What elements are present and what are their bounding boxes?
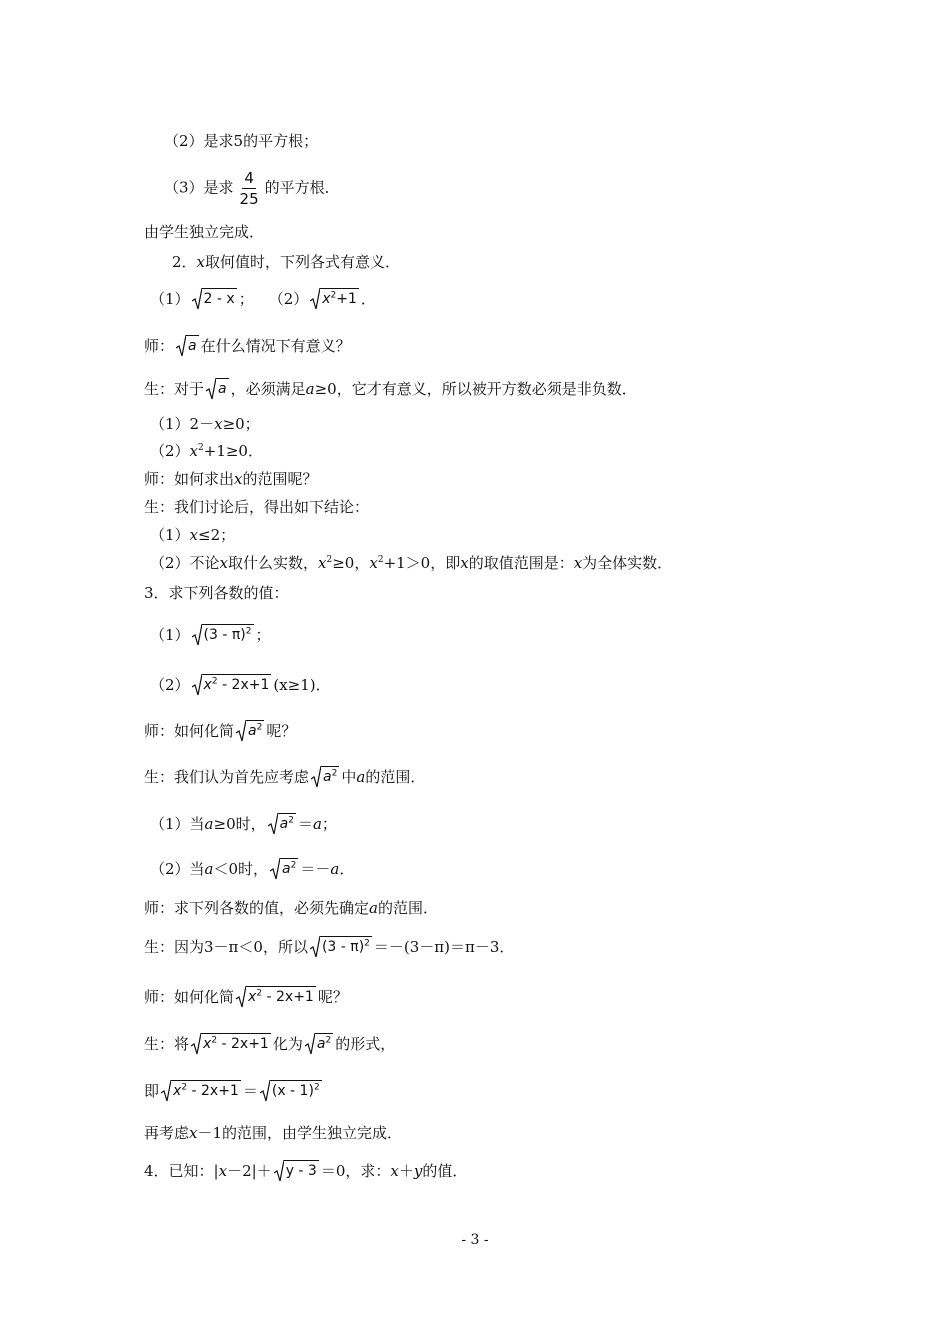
sqrt-expr: (x - 1)$^2$ xyxy=(260,1080,322,1102)
line-7: 生：对于 a ，必须满足a≥0，它才有意义，所以被开方数必须是非负数． xyxy=(144,380,637,398)
line-18: 生：我们认为首先应考虑 $a^2$ 中a的范围． xyxy=(144,768,426,786)
line-6: 师： a 在什么情况下有意义？ xyxy=(144,337,351,355)
line-15: （1） (3 - π)$^2$ ； xyxy=(150,626,271,644)
sqrt-expr: $x^2+1$ xyxy=(310,288,359,310)
line-9: $(2)x^2+1\ge 0$． xyxy=(150,442,263,460)
line-24: 生：将 $x^2 - 2x+1$ 化为 $a^2$ 的形式， xyxy=(144,1035,396,1053)
line-19: （1）当a≥0时， $a^2$ ＝a； xyxy=(150,815,337,833)
sqrt-expr: 2 - x xyxy=(192,288,237,310)
line-10: 师：如何求出x的范围呢？ xyxy=(144,470,318,488)
line-4: 2．x取何值时，下列各式有意义． xyxy=(172,253,401,271)
sqrt-expr: $a^2$ xyxy=(311,766,339,788)
line-27: 4．已知：|x－2|＋ y - 3 ＝0，求：x＋y的值． xyxy=(144,1162,468,1180)
line-3: 由学生独立完成． xyxy=(144,223,265,241)
line-21: 师：求下列各数的值，必须先确定a的范围． xyxy=(144,899,438,917)
sqrt-expr: $x^2 - 2x+1$ xyxy=(191,1033,271,1055)
sqrt-expr: $a^2$ xyxy=(268,813,296,835)
line-8: （1）2－x≥0； xyxy=(150,415,260,433)
line-20: （2）当a＜0时， $a^2$ ＝－a． xyxy=(150,860,355,878)
fraction: $\frac{4}{25}$ xyxy=(239,169,259,208)
sqrt-expr: (3 - π)$^2$ xyxy=(192,624,254,646)
line-22: 生：因为3－π＜0，所以 (3 - π)$^2$ ＝－(3－π)＝π－3． xyxy=(144,938,515,956)
line-14: 3．求下列各数的值： xyxy=(144,584,289,602)
sqrt-expr: $a^2$ xyxy=(305,1033,333,1055)
sqrt-expr: y - 3 xyxy=(274,1160,319,1182)
sqrt-expr: $x^2 - 2x+1$ xyxy=(236,986,316,1008)
line-1: （2）是求5的平方根； xyxy=(164,132,319,150)
line-16: （2） $x^2 - 2x+1$ (x≥1)． xyxy=(150,676,331,694)
line-17: 师：如何化简 $a^2$ 呢？ xyxy=(144,722,297,740)
line-13: （2）不论x取什么实数，$x^2\ge 0$，$x^2+1>0$，即x的取值范围是：x为全体实数． xyxy=(150,554,673,572)
line-26: 再考虑x－1的范围，由学生独立完成． xyxy=(144,1124,403,1142)
sqrt-expr: $x^2 - 2x+1$ xyxy=(192,674,272,696)
sqrt-expr: $a^2$ xyxy=(236,720,264,742)
sqrt-expr: a xyxy=(176,335,199,357)
sqrt-expr: $a^2$ xyxy=(270,858,298,880)
sqrt-expr: $x^2 - 2x+1$ xyxy=(161,1080,241,1102)
page-number: - 3 - xyxy=(461,1232,489,1248)
sqrt-expr: a xyxy=(206,378,229,400)
line-11: 生：我们讨论后，得出如下结论： xyxy=(144,498,370,516)
line-12: （1）x≤2； xyxy=(150,526,236,544)
line-5: （1） 2 - x ； （2） $x^2+1$ ． xyxy=(150,290,376,308)
line-25: 即 $x^2 - 2x+1$ ＝ (x - 1)$^2$ xyxy=(144,1082,320,1100)
line-23: 师：如何化简 $x^2 - 2x+1$ 呢？ xyxy=(144,988,348,1006)
line-2: （3）是求 $\frac{4}{25}$ 的平方根． xyxy=(164,169,340,208)
sqrt-expr: (3 - π)$^2$ xyxy=(310,936,372,958)
